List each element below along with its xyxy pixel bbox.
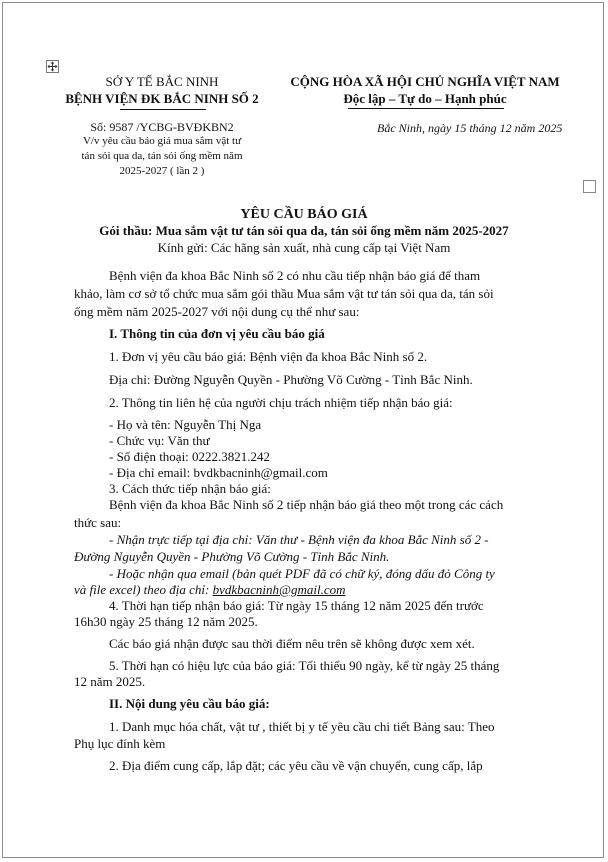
table-move-handle[interactable] [46, 60, 59, 73]
contact-email: - Địa chỉ email: bvdkbacninh@gmail.com [109, 465, 328, 480]
contact-position: - Chức vụ: Văn thư [109, 433, 210, 448]
doc-number: Số: 9587 /YCBG-BVĐKBN2 [90, 120, 234, 134]
direct-receipt-2: Đường Nguyễn Quyền - Phường Võ Cường - Tỉnh Bắc Ninh. [74, 549, 390, 564]
package-name: Gói thầu: Mua sắm vật tư tán sỏi qua da, tán sỏi ống mềm năm 2025-2027 [99, 223, 509, 238]
direct-receipt-1: - Nhận trực tiếp tại địa chỉ: Văn thư - Bệnh viện đa khoa Bắc Ninh số 2 - [109, 532, 489, 547]
org-underline [120, 109, 206, 110]
deadline-line-1: 4. Thời hạn tiếp nhận báo giá: Từ ngày 15 tháng 12 năm 2025 đến trước [109, 598, 484, 613]
document-title: YÊU CẦU BÁO GIÁ [240, 207, 368, 222]
validity-line-2: 12 năm 2025. [74, 674, 146, 689]
intro-line-1: Bệnh viện đa khoa Bắc Ninh số 2 có nhu cầu tiếp nhận báo giá để tham [109, 268, 481, 283]
country-name: CỘNG HÒA XÃ HỘI CHỦ NGHĨA VIỆT NAM [290, 74, 560, 89]
place-date: Bắc Ninh, ngày 15 tháng 12 năm 2025 [377, 121, 563, 135]
recipient: Kính gửi: Các hãng sản xuất, nhà cung cấp tại Việt Nam [157, 240, 451, 255]
section-1-heading: I. Thông tin của đơn vị yêu cầu báo giá [109, 326, 325, 341]
deadline-line-2: 16h30 ngày 25 tháng 12 năm 2025. [74, 614, 258, 629]
receipt-method-desc-2: thức sau: [74, 515, 122, 530]
subject-line-2: tán sỏi qua da, tán sỏi ống mềm năm [81, 150, 243, 162]
org-parent: SỞ Y TẾ BẮC NINH [105, 74, 219, 89]
intro-line-2: khảo, làm cơ sở tổ chức mua sắm gói thầu Mua sắm vật tư tán sỏi qua da, tán sỏi [74, 286, 494, 301]
list-item-2-line-1: 2. Địa điểm cung cấp, lắp đặt; các yêu cầu về vận chuyển, cung cấp, lắp [109, 758, 483, 773]
requester-unit: 1. Đơn vị yêu cầu báo giá: Bệnh viện đa khoa Bắc Ninh số 2. [109, 349, 428, 364]
email-receipt-1: - Hoặc nhận qua email (bản quét PDF đã có chữ ký, đóng dấu đỏ Công ty [109, 566, 495, 581]
subject-line-3: 2025-2027 ( lần 2 ) [119, 165, 205, 177]
move-arrows-icon [47, 61, 58, 72]
validity-line-1: 5. Thời hạn có hiệu lực của báo giá: Tối thiểu 90 ngày, kể từ ngày 25 tháng [109, 658, 500, 673]
receipt-method-desc-1: Bệnh viện đa khoa Bắc Ninh số 2 tiếp nhận báo giá theo một trong các cách [109, 497, 504, 512]
table-resize-handle[interactable] [583, 180, 596, 193]
list-item-1-line-2: Phụ lục đính kèm [74, 736, 166, 751]
contact-name: - Họ và tên: Nguyễn Thị Nga [109, 417, 262, 432]
section-2-heading: II. Nội dung yêu cầu báo giá: [109, 696, 270, 711]
list-item-1-line-1: 1. Danh mục hóa chất, vật tư , thiết bị y tế yêu cầu chi tiết Bảng sau: Theo [109, 719, 495, 734]
email-receipt-2 [74, 582, 346, 598]
receipt-method-heading: 3. Cách thức tiếp nhận báo giá: [109, 481, 271, 496]
email-link[interactable]: bvdkbacninh@gmail.com [212, 582, 346, 597]
requester-address: Địa chỉ: Đường Nguyễn Quyền - Phường Võ Cường - Tỉnh Bắc Ninh. [109, 372, 473, 387]
intro-line-3: ống mềm năm 2025-2027 với nội dung cụ thể như sau: [74, 304, 360, 319]
contact-phone: - Số điện thoại: 0222.3821.242 [109, 449, 271, 464]
late-submission-note: Các báo giá nhận được sau thời điểm nêu trên sẽ không được xem xét. [109, 636, 475, 651]
email-receipt-prefix: và file excel) theo địa chỉ: [74, 582, 213, 597]
org-name: BỆNH VIỆN ĐK BẮC NINH SỐ 2 [65, 91, 259, 106]
motto-underline [348, 108, 504, 109]
subject-line-1: V/v yêu cầu báo giá mua sắm vật tư [82, 135, 242, 147]
contact-heading: 2. Thông tin liên hệ của người chịu trách nhiệm tiếp nhận báo giá: [109, 395, 453, 410]
motto: Độc lập – Tự do – Hạnh phúc [343, 91, 507, 106]
